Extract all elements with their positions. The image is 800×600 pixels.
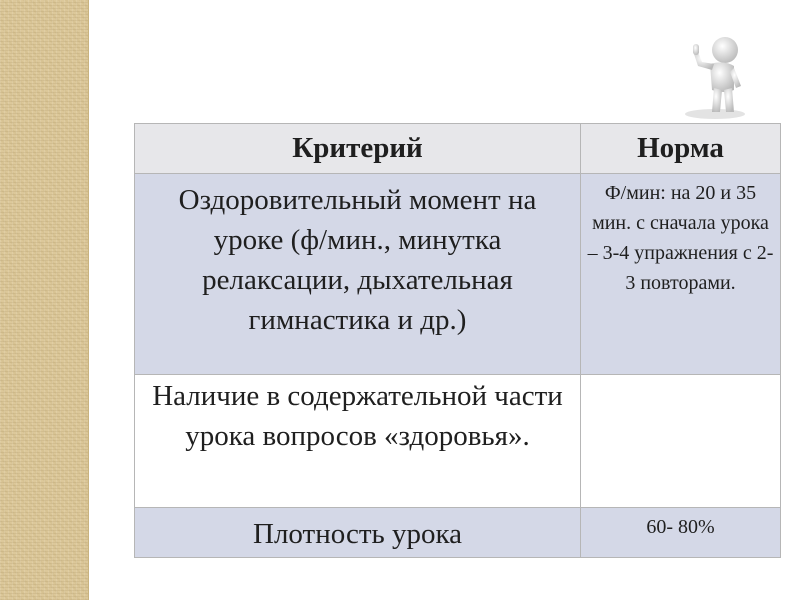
criterion-cell [135, 508, 581, 558]
norm-text: Ф/мин: на 20 и 35 мин. с сначала урока – 3-4 упражнения с 2-3 повторами. [587, 182, 774, 294]
table-row [135, 174, 781, 375]
thumbs-up-figure-icon [668, 28, 758, 120]
header-norm: Норма [581, 124, 781, 174]
criterion-text: Наличие в содержательной части урока вопросов «здоровья». [152, 380, 563, 452]
criteria-table [134, 123, 781, 558]
decorative-side-strip [0, 0, 89, 600]
criterion-text: Оздоровительный момент на уроке (ф/мин., минутка релаксации, дыхательная гимнастика и др.) [178, 184, 537, 336]
criterion-cell [135, 174, 581, 375]
norm-text: 60- 80% [646, 516, 715, 538]
norm-cell [581, 174, 781, 375]
criterion-text: Плотность урока [253, 518, 462, 550]
header-criterion: Критерий [135, 124, 581, 174]
table-row [135, 375, 781, 508]
norm-cell [581, 375, 781, 508]
norm-cell [581, 508, 781, 558]
criterion-cell [135, 375, 581, 508]
table-row [135, 508, 781, 558]
table-header-row [135, 124, 781, 174]
